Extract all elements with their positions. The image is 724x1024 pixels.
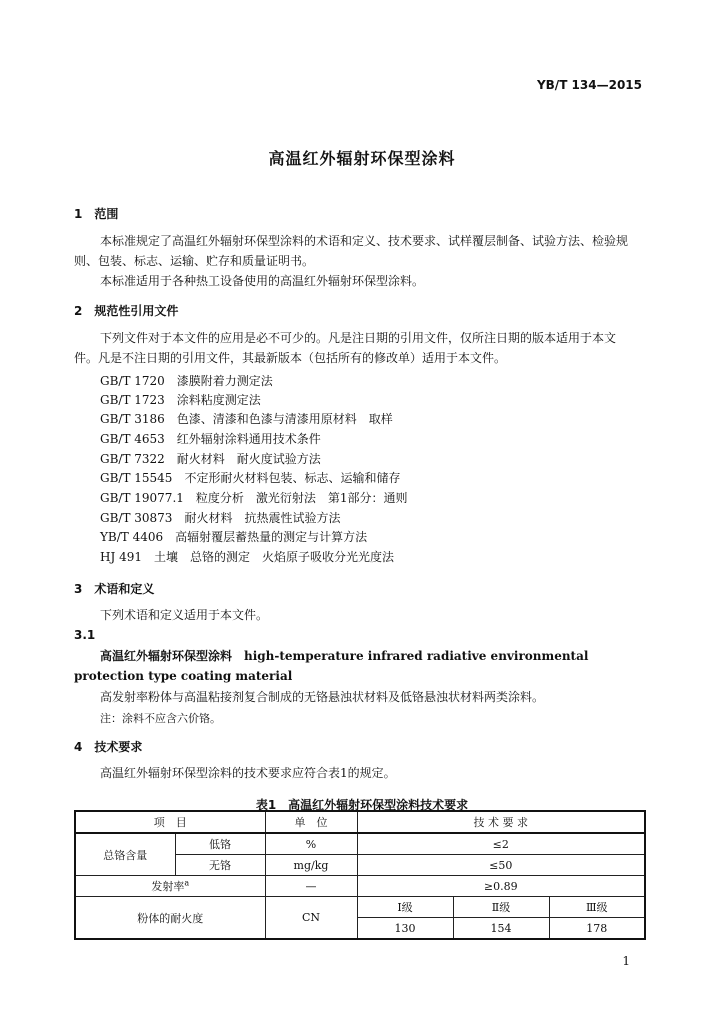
reference-item: GB/T 3186 色漆、清漆和色漆与清漆用原材料 取样 (100, 412, 393, 426)
grade-3-label: Ⅲ级 (549, 897, 645, 918)
section-1-para-2: 本标准适用于各种热工设备使用的高温红外辐射环保型涂料。 (100, 274, 425, 288)
page-title: 高温红外辐射环保型涂料 (268, 149, 456, 168)
doc-code: YB/T 134—2015 (536, 78, 642, 92)
term-definition: 高发射率粉体与高温粘接剂复合制成的无铬悬浊状材料及低铬悬浊状材料两类涂料。 (100, 690, 545, 704)
grade-2-label: Ⅱ级 (453, 897, 549, 918)
section-4-intro: 高温红外辐射环保型涂料的技术要求应符合表1的规定。 (100, 766, 396, 780)
reference-item: GB/T 19077.1 粒度分析 激光衍射法 第1部分：通则 (100, 491, 408, 505)
reference-item: GB/T 4653 红外辐射涂料通用技术条件 (100, 432, 321, 446)
refractoriness-unit: CN (265, 897, 357, 940)
low-chromium-label: 低铬 (175, 833, 265, 855)
reference-item: YB/T 4406 高辐射覆层蓄热量的测定与计算方法 (100, 530, 368, 544)
emissivity-value: ≥0.89 (357, 876, 645, 897)
section-2-heading: 2 规范性引用文件 (74, 304, 179, 318)
header-requirement: 技 术 要 求 (357, 811, 645, 833)
grade-1-value: 130 (357, 918, 453, 940)
emissivity-unit: — (265, 876, 357, 897)
reference-item: GB/T 7322 耐火材料 耐火度试验方法 (100, 452, 321, 466)
section-1-para-1-line-1: 本标准规定了高温红外辐射环保型涂料的术语和定义、技术要求、试样覆层制备、试验方法、检验规 (100, 234, 629, 248)
no-chromium-label: 无铬 (175, 855, 265, 876)
reference-item: GB/T 30873 耐火材料 抗热震性试验方法 (100, 511, 341, 525)
table-row (75, 876, 645, 897)
reference-item: GB/T 1723 涂料粘度测定法 (100, 393, 261, 407)
total-chromium-label: 总铬含量 (75, 833, 175, 876)
section-4-heading: 4 技术要求 (74, 740, 143, 754)
section-1-heading: 1 范围 (74, 207, 119, 221)
section-2-intro-line-2: 件。凡是不注日期的引用文件，其最新版本（包括所有的修改单）适用于本文件。 (74, 351, 507, 365)
table-row (75, 833, 645, 855)
reference-item: GB/T 15545 不定形耐火材料包装、标志、运输和储存 (100, 471, 401, 485)
page-number: 1 (622, 954, 630, 968)
grade-1-label: Ⅰ级 (357, 897, 453, 918)
section-3-intro: 下列术语和定义适用于本文件。 (100, 608, 269, 622)
note-text: 注：涂料不应含六价铬。 (100, 712, 221, 725)
emissivity-footnote-mark: a (184, 878, 190, 888)
header-unit: 单 位 (265, 811, 357, 833)
table-row (75, 897, 645, 918)
table-caption: 表1 高温红外辐射环保型涂料技术要求 (255, 798, 469, 812)
emissivity-label: 发射率 (151, 880, 185, 893)
grade-2-value: 154 (453, 918, 549, 940)
section-2-intro-line-1: 下列文件对于本文件的应用是必不可少的。凡是注日期的引用文件，仅所注日期的版本适用于本文 (100, 331, 617, 345)
no-chromium-value: ≤50 (357, 855, 645, 876)
low-chromium-value: ≤2 (357, 833, 645, 855)
grade-3-value: 178 (549, 918, 645, 940)
table-header-row (75, 811, 645, 833)
spec-table (74, 810, 646, 940)
term-entry: 高温红外辐射环保型涂料 high-temperature infrared radiative environmental protection type coating material (74, 649, 589, 683)
section-3-heading: 3 术语和定义 (74, 582, 155, 596)
emissivity-label-cell (75, 876, 265, 897)
reference-item: GB/T 1720 漆膜附着力测定法 (100, 374, 273, 388)
reference-item: HJ 491 土壤 总铬的测定 火焰原子吸收分光光度法 (100, 550, 394, 564)
clause-number: 3.1 (74, 628, 96, 642)
section-1-para-1-line-2: 则、包装、标志、运输、贮存和质量证明书。 (74, 254, 315, 268)
low-chromium-unit: % (265, 833, 357, 855)
header-item: 项 目 (75, 811, 265, 833)
refractoriness-label: 粉体的耐火度 (75, 897, 265, 940)
no-chromium-unit: mg/kg (265, 855, 357, 876)
